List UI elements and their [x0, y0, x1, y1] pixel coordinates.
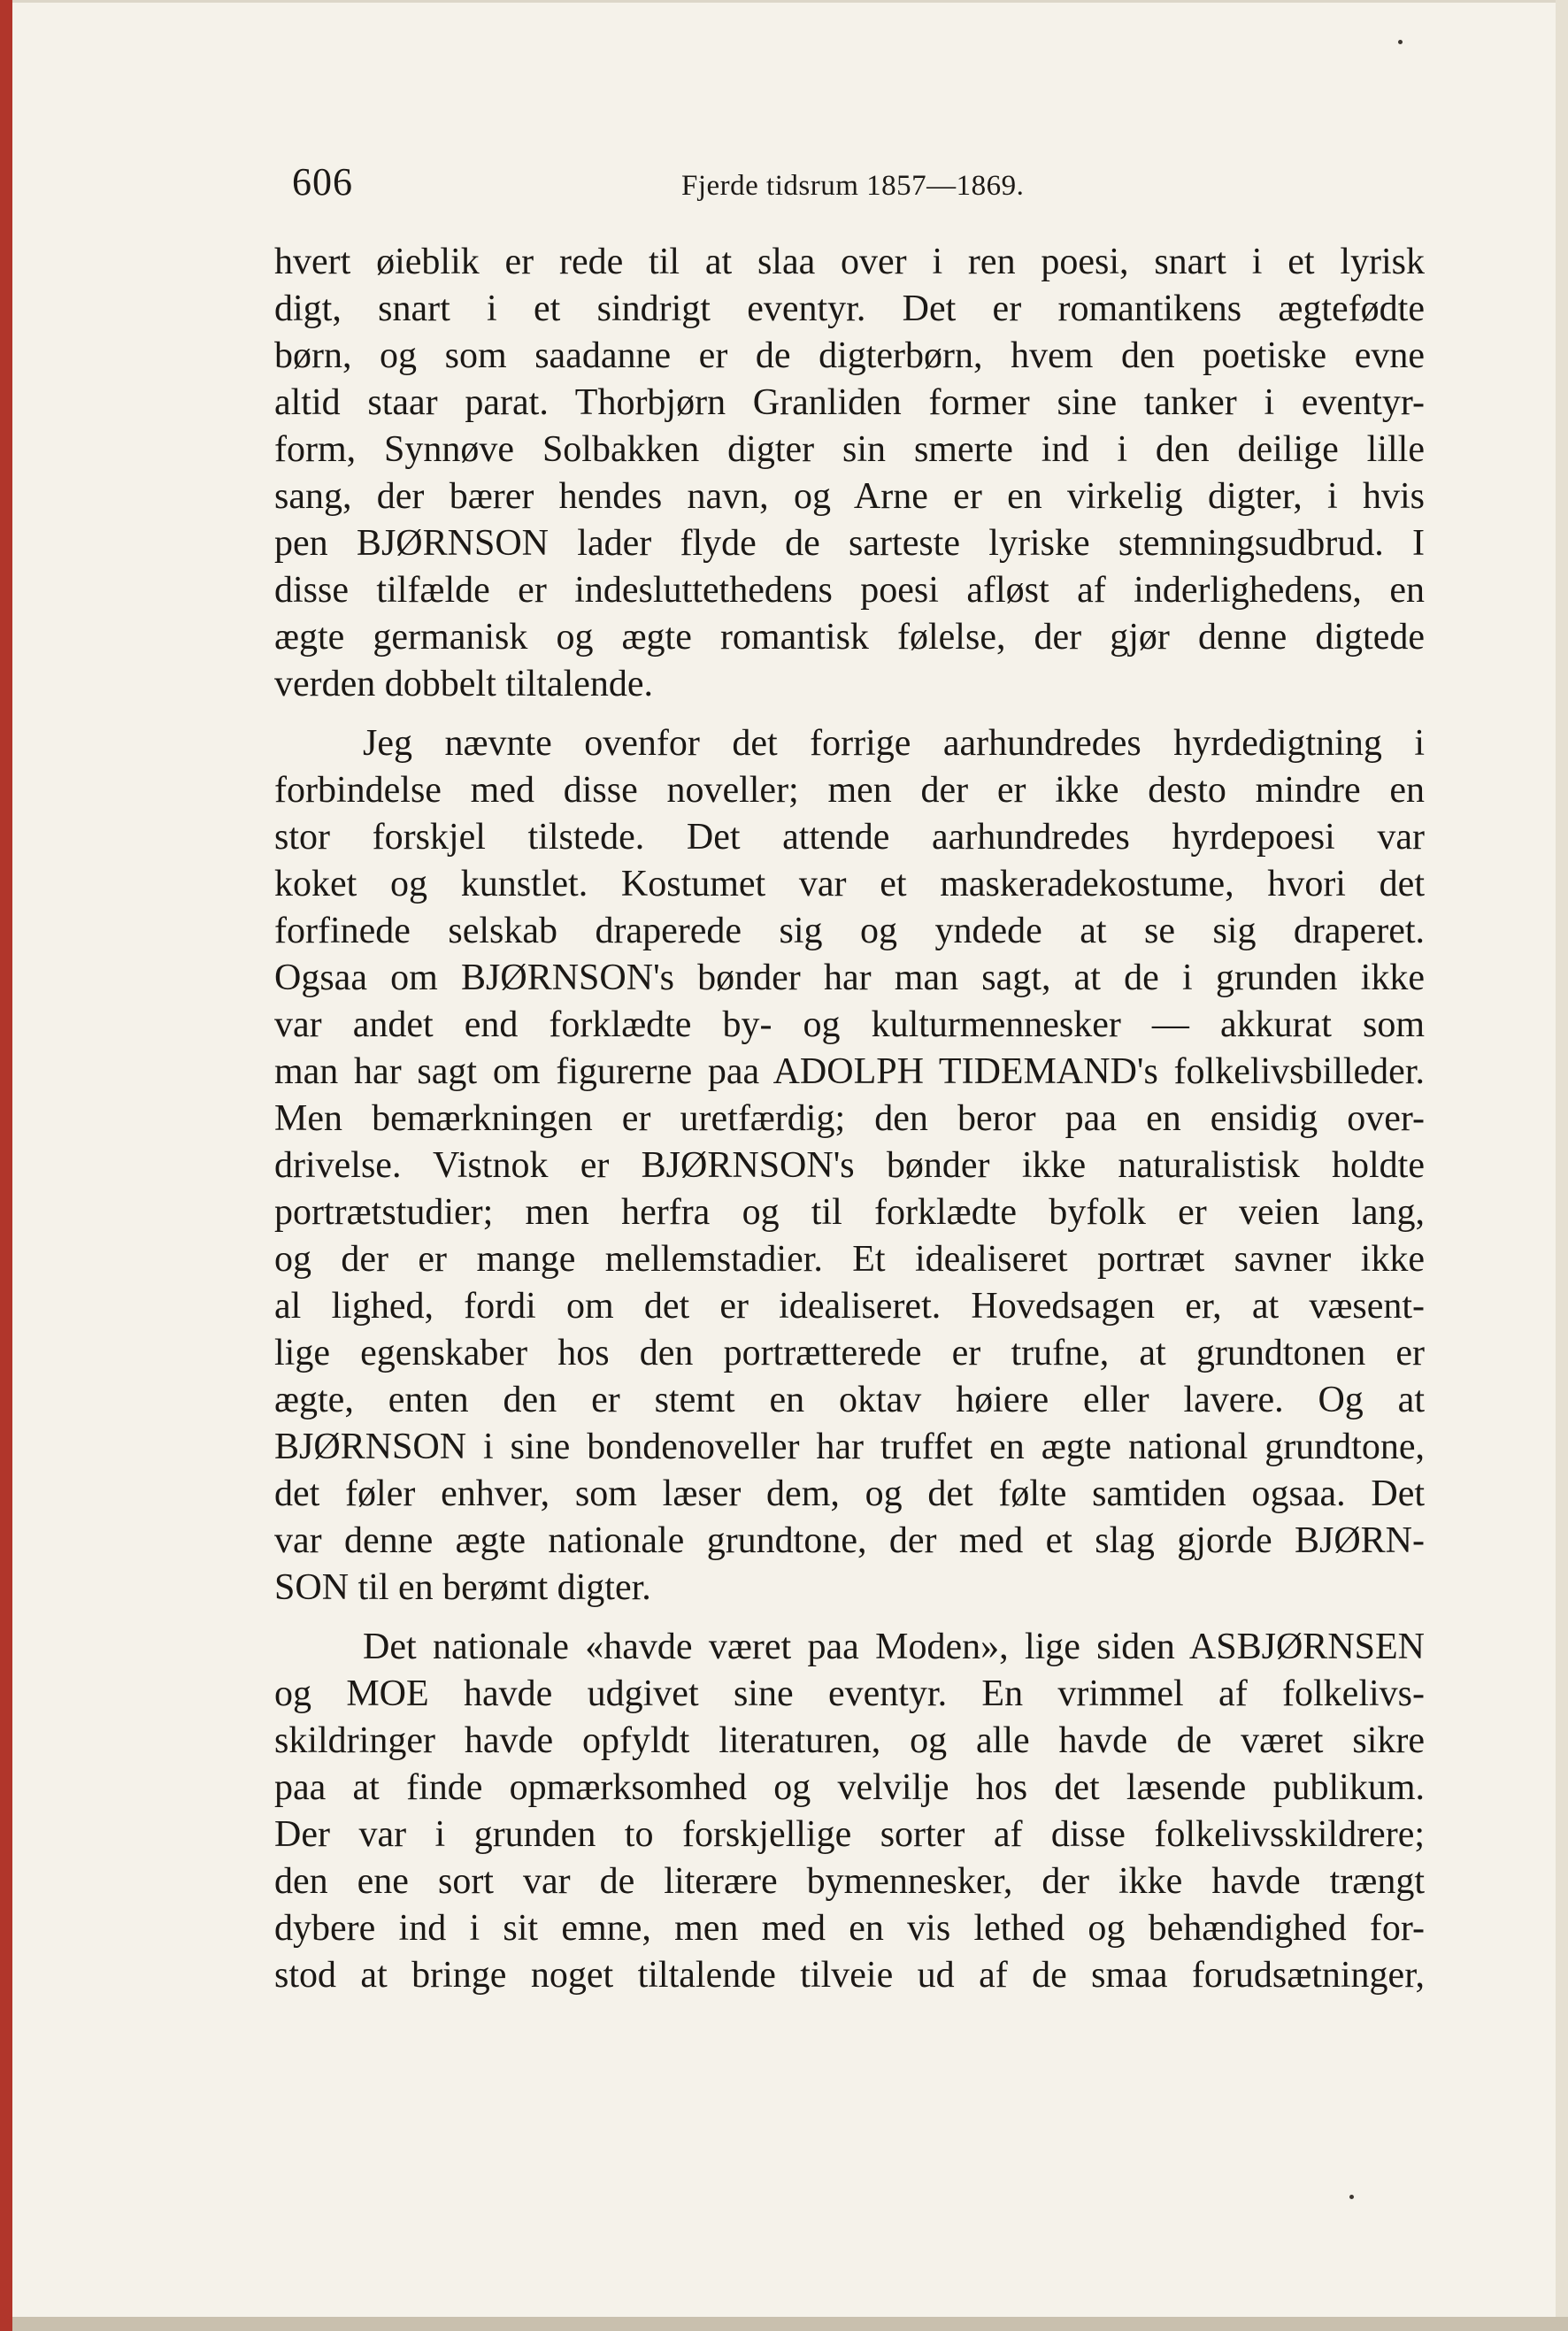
running-title: Fjerde tidsrum 1857—1869.	[681, 170, 1025, 202]
text-line: børn, og som saadanne er de digterbørn, hvem den poetiske evne	[274, 335, 1425, 376]
paragraph-gap	[274, 1612, 1425, 1624]
page-edge-right	[1556, 0, 1568, 2331]
text-line: Der var i grunden to forskjellige sorter af disse folkelivsskildrere;	[274, 1814, 1425, 1855]
text-line: sang, der bærer hendes navn, og Arne er en virkelig digter, i hvis	[274, 476, 1425, 517]
text-line: var andet end forklædte by- og kulturmennesker — akkurat som	[274, 1004, 1425, 1045]
page-edge-bottom	[12, 2317, 1568, 2331]
text-line: Men bemærkningen er uretfærdig; den beror paa en ensidig over-	[274, 1098, 1425, 1139]
text-line: ægte, enten den er stemt en oktav høiere eller lavere. Og at	[274, 1380, 1425, 1420]
page-number: 606	[292, 160, 353, 204]
text-line: det føler enhver, som læser dem, og det følte samtiden ogsaa. Det	[274, 1473, 1425, 1514]
paragraph-gap	[274, 708, 1425, 720]
text-line: paa at finde opmærksomhed og velvilje hos det læsende publikum.	[274, 1767, 1425, 1808]
text-line: og MOE havde udgivet sine eventyr. En vrimmel af folkelivs-	[274, 1673, 1425, 1714]
text-line: var denne ægte nationale grundtone, der med et slag gjorde BJØRN-	[274, 1520, 1425, 1561]
page-header	[292, 159, 1398, 212]
page-edge-top	[12, 0, 1568, 3]
page-edge-binding	[0, 0, 12, 2331]
text-line: Jeg nævnte ovenfor det forrige aarhundredes hyrdedigtning i	[363, 723, 1425, 764]
paper-speck	[1398, 40, 1403, 44]
text-line: Ogsaa om BJØRNSON's bønder har man sagt, at de i grunden ikke	[274, 958, 1425, 998]
text-line: portrætstudier; men herfra og til forklædte byfolk er veien lang,	[274, 1192, 1425, 1233]
text-line: den ene sort var de literære bymennesker, der ikke havde trængt	[274, 1861, 1425, 1902]
text-line: BJØRNSON i sine bondenoveller har truffet en ægte national grundtone,	[274, 1427, 1425, 1467]
text-line: lige egenskaber hos den portrætterede er trufne, at grundtonen er	[274, 1333, 1425, 1373]
text-line: forbindelse med disse noveller; men der er ikke desto mindre en	[274, 770, 1425, 811]
text-line: hvert øieblik er rede til at slaa over i ren poesi, snart i et lyrisk	[274, 242, 1425, 282]
text-line: verden dobbelt tiltalende.	[274, 664, 654, 704]
text-line: skildringer havde opfyldt literaturen, og alle havde de været sikre	[274, 1720, 1425, 1761]
text-line: al lighed, fordi om det er idealiseret. Hovedsagen er, at væsent-	[274, 1286, 1425, 1327]
text-line: koket og kunstlet. Kostumet var et maskeradekostume, hvori det	[274, 864, 1425, 904]
text-line: drivelse. Vistnok er BJØRNSON's bønder ikke naturalistisk holdte	[274, 1145, 1425, 1186]
body-text	[274, 239, 1425, 1999]
text-line: Det nationale «havde været paa Moden», lige siden ASBJØRNSEN	[363, 1627, 1425, 1667]
text-line: stod at bringe noget tiltalende tilveie ud af de smaa forudsætninger,	[274, 1955, 1425, 1996]
text-line: dybere ind i sit emne, men med en vis lethed og behændighed for-	[274, 1908, 1425, 1949]
text-line: pen BJØRNSON lader flyde de sarteste lyriske stemningsudbrud. I	[274, 523, 1425, 564]
text-line: form, Synnøve Solbakken digter sin smerte ind i den deilige lille	[274, 429, 1425, 470]
text-line: digt, snart i et sindrigt eventyr. Det er romantikens ægtefødte	[274, 288, 1425, 329]
text-line: disse tilfælde er indesluttethedens poesi afløst af inderlighedens, en	[274, 570, 1425, 611]
text-line: stor forskjel tilstede. Det attende aarhundredes hyrdepoesi var	[274, 817, 1425, 858]
paper-speck	[1349, 2195, 1354, 2199]
text-line: forfinede selskab draperede sig og yndede at se sig draperet.	[274, 911, 1425, 951]
text-line: ægte germanisk og ægte romantisk følelse, der gjør denne digtede	[274, 617, 1425, 658]
text-line: SON til en berømt digter.	[274, 1567, 651, 1608]
text-line: altid staar parat. Thorbjørn Granliden former sine tanker i eventyr-	[274, 382, 1425, 423]
text-line: og der er mange mellemstadier. Et idealiseret portræt savner ikke	[274, 1239, 1425, 1280]
text-line: man har sagt om figurerne paa ADOLPH TIDEMAND's folkelivsbilleder.	[274, 1051, 1425, 1092]
